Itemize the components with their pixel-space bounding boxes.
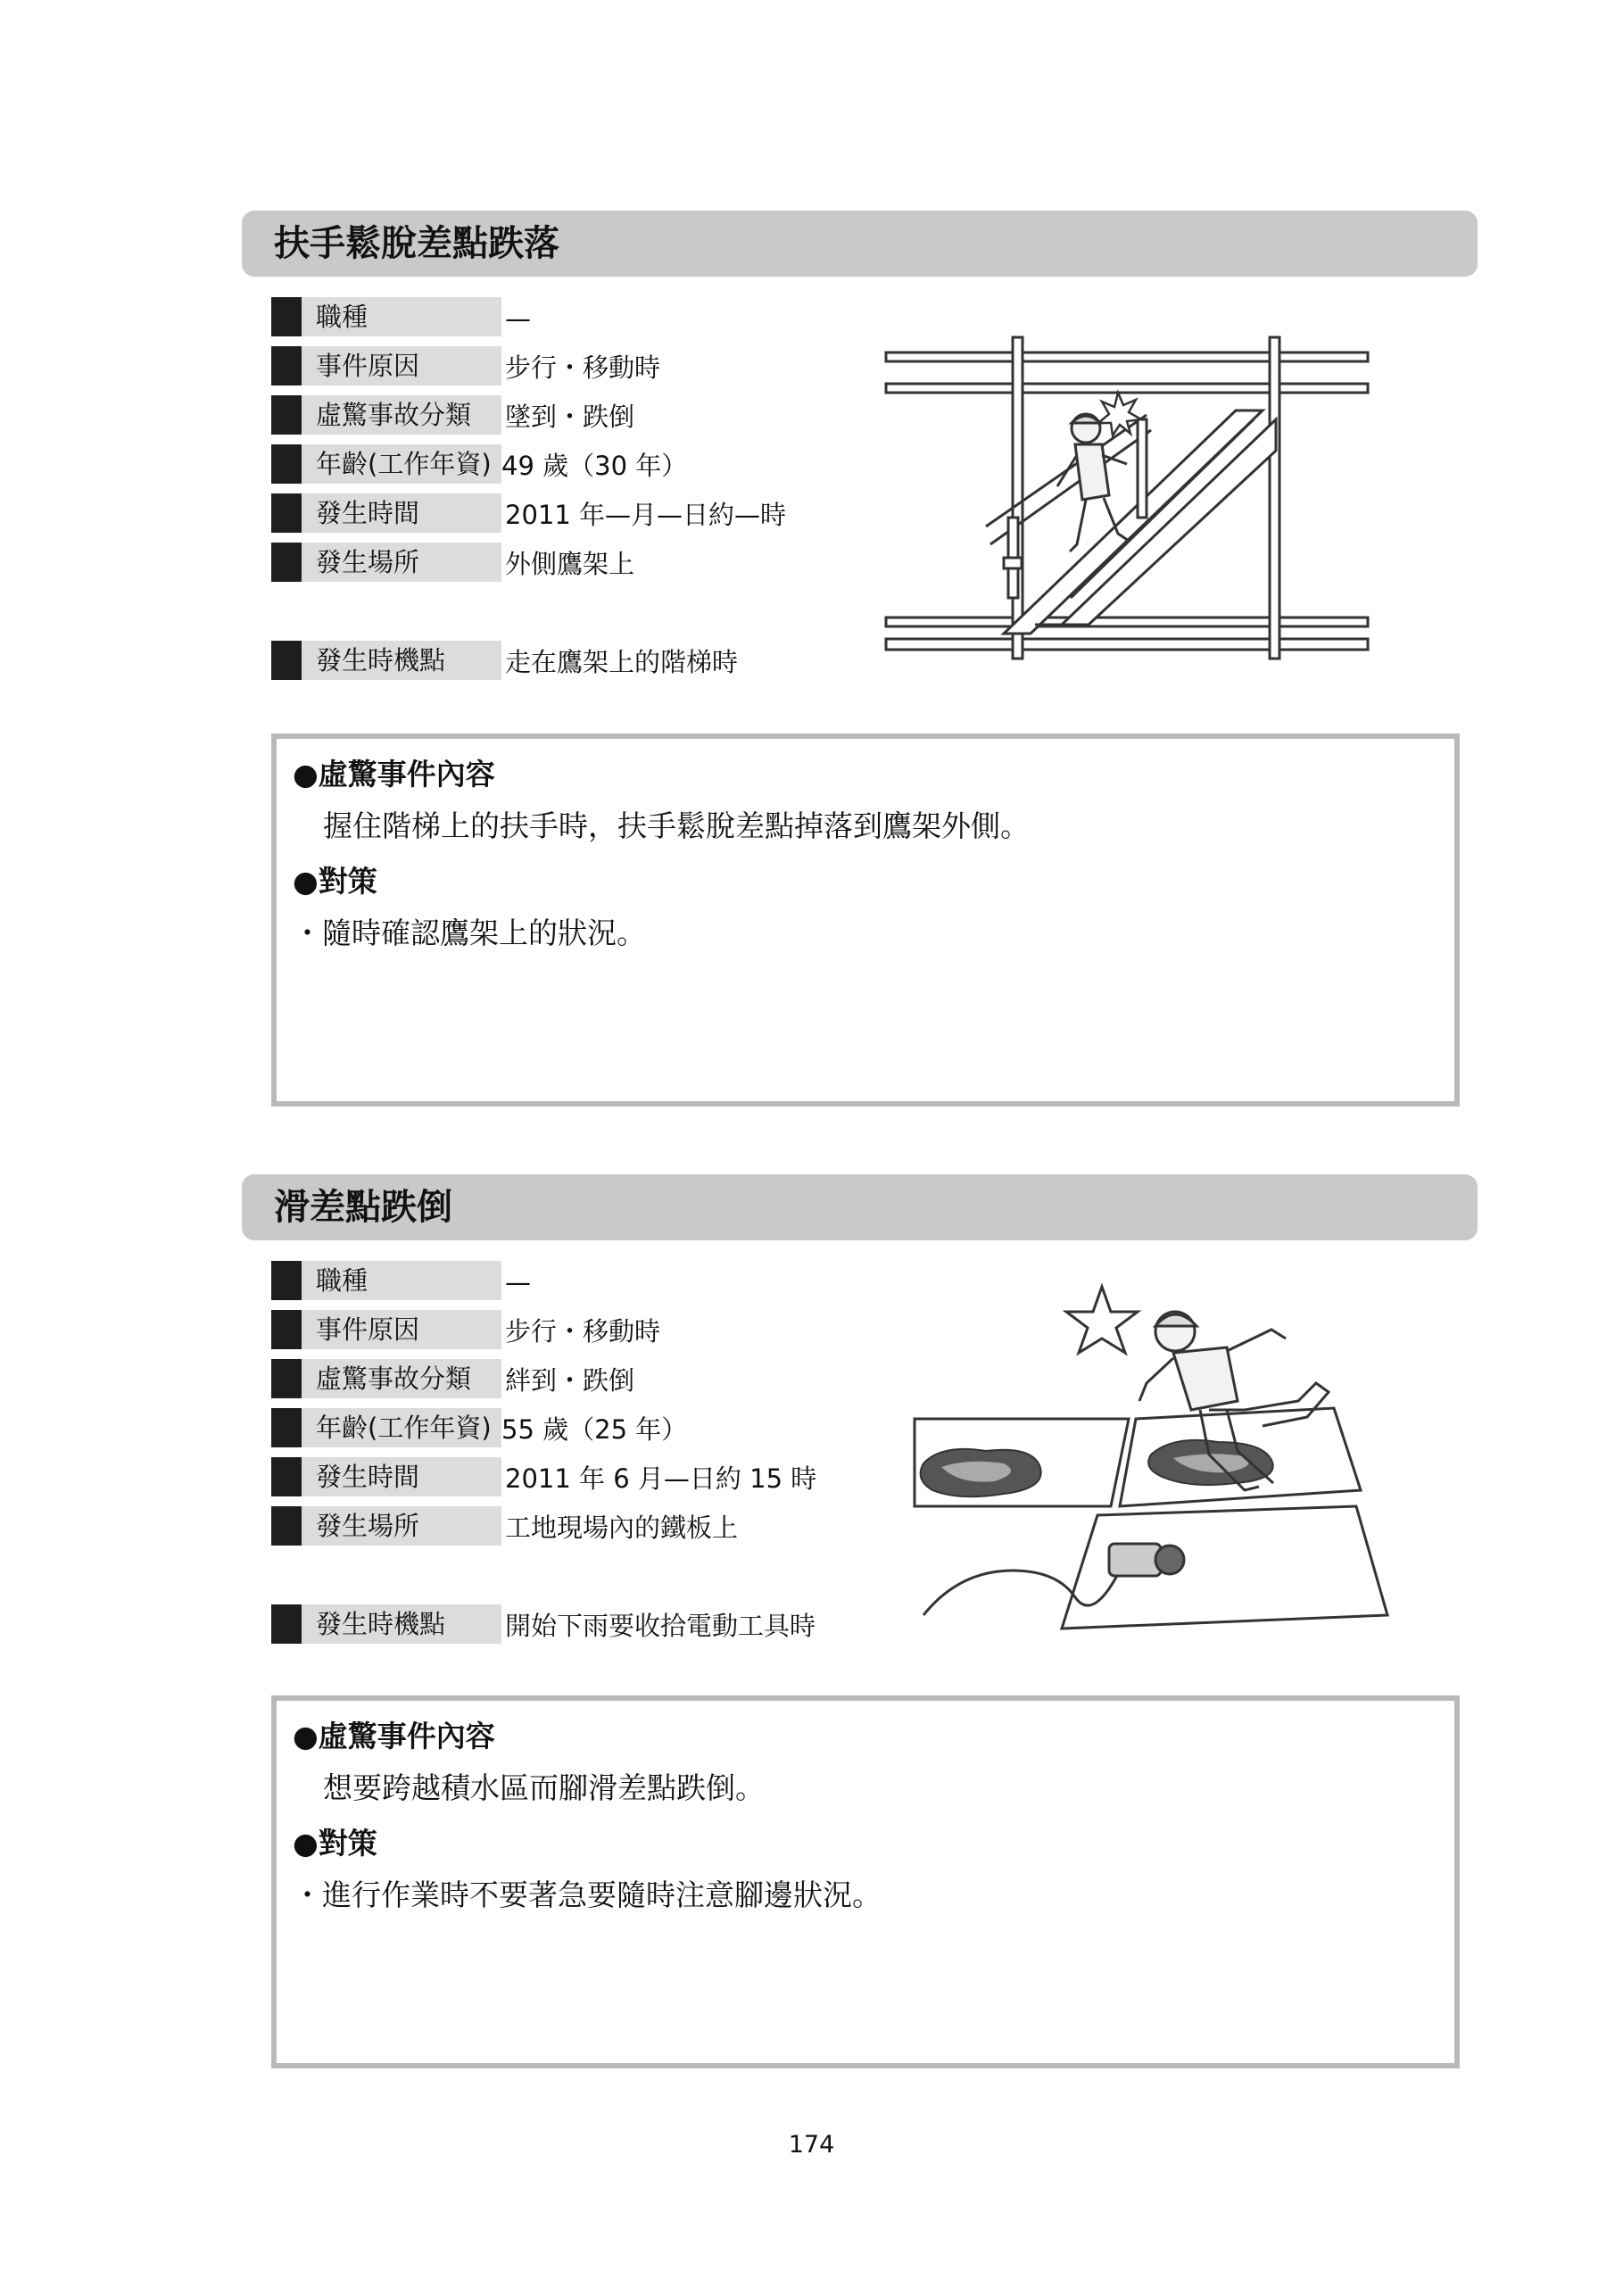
field-label: 事件原因	[302, 346, 501, 385]
field-value: 2011 年 6 月—日約 15 時	[505, 1463, 817, 1494]
row-marker	[271, 1310, 302, 1349]
page-number: 174	[788, 2131, 835, 2159]
field-value: 外側鷹架上	[505, 549, 635, 579]
field-label: 職種	[302, 297, 501, 336]
field-value: 開始下雨要收拾電動工具時	[505, 1611, 816, 1641]
field-label: 年齡(工作年資)	[302, 1408, 501, 1447]
field-label: 年齡(工作年資)	[302, 444, 501, 484]
row-marker	[271, 1457, 302, 1496]
field-value: —	[505, 303, 531, 334]
field-value: 步行・移動時	[505, 352, 661, 383]
field-value: 49 歲（30 年）	[501, 451, 688, 481]
field-label: 發生時間	[302, 493, 501, 533]
field-value: 走在鷹架上的階梯時	[505, 647, 739, 677]
field-label: 發生場所	[302, 1506, 501, 1546]
row-marker	[271, 1261, 302, 1300]
row-marker	[271, 395, 302, 435]
row-marker	[271, 493, 302, 533]
content-text: 想要跨越積水區而腳滑差點跌倒。	[323, 1770, 765, 1805]
row-marker	[271, 444, 302, 484]
row-marker	[271, 1408, 302, 1447]
field-label: 發生場所	[302, 543, 501, 582]
field-label: 發生時間	[302, 1457, 501, 1496]
measure-text: ・隨時確認鷹架上的狀況。	[293, 916, 646, 950]
row-marker	[271, 543, 302, 582]
field-label: 職種	[302, 1261, 501, 1300]
field-label: 事件原因	[302, 1310, 501, 1349]
section-title: 扶手鬆脫差點跌落	[242, 211, 1478, 277]
row-marker	[271, 1359, 302, 1398]
scaffold-stair-fall-illustration	[879, 330, 1370, 669]
field-value: 工地現場內的鐵板上	[505, 1513, 739, 1543]
measure-heading: ●對策	[293, 1826, 377, 1861]
row-marker	[271, 1604, 302, 1644]
field-value: 55 歲（25 年）	[501, 1414, 688, 1445]
content-heading: ●虛驚事件內容	[293, 757, 495, 792]
measure-heading: ●對策	[293, 864, 377, 899]
field-label: 虛驚事故分類	[302, 395, 501, 435]
row-marker	[271, 346, 302, 385]
field-value: —	[505, 1267, 531, 1297]
content-text: 握住階梯上的扶手時，扶手鬆脫差點掉落到鷹架外側。	[323, 808, 1030, 843]
section-title: 滑差點跌倒	[242, 1174, 1478, 1240]
row-marker	[271, 297, 302, 336]
field-value: 絆到・跌倒	[505, 1365, 635, 1396]
field-label: 虛驚事故分類	[302, 1359, 501, 1398]
row-marker	[271, 641, 302, 680]
field-value: 墜到・跌倒	[505, 402, 635, 432]
field-label: 發生時機點	[302, 1604, 501, 1644]
row-marker	[271, 1506, 302, 1546]
field-value: 步行・移動時	[505, 1316, 661, 1347]
field-value: 2011 年—月—日約—時	[505, 500, 787, 530]
incident-box	[271, 1695, 1460, 2068]
incident-box	[271, 734, 1460, 1107]
measure-text: ・進行作業時不要著急要隨時注意腳邊狀況。	[293, 1877, 882, 1912]
slip-on-steel-plate-illustration	[906, 1276, 1405, 1633]
field-label: 發生時機點	[302, 641, 501, 680]
content-heading: ●虛驚事件內容	[293, 1719, 495, 1753]
